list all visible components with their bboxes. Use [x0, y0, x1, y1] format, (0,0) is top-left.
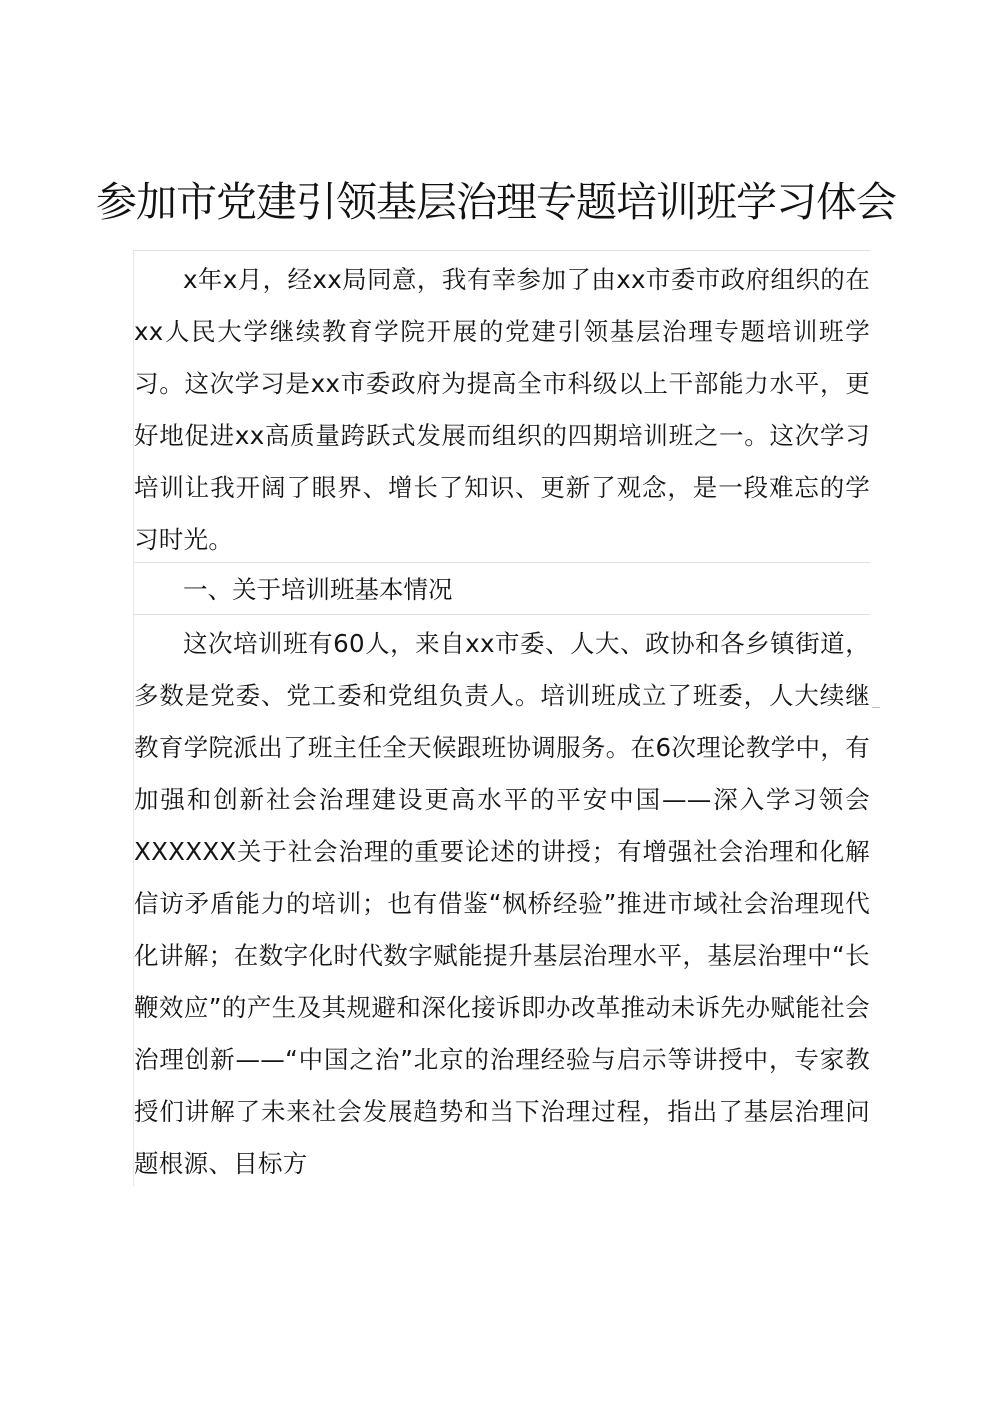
section-heading: 一、关于培训班基本情况	[183, 575, 453, 604]
margin-mark	[872, 707, 880, 708]
intro-paragraph: x年x月，经xx局同意，我有幸参加了由xx市委市政府组织的在xx人民大学继续教育学院开展的党建引领基层治理专题培训班学习。这次学习是xx市委政府为提高全市科级以上干部能力水平，更好地促进xx高质量跨跃式发展而组织的四期培训班之一。这次学习培训让我开阔了眼界、增长了知识、更新了观念，是一段难忘的学习时光。	[134, 265, 870, 554]
divider-after-heading	[134, 614, 870, 615]
divider-top	[134, 250, 870, 251]
section-paragraph: 这次培训班有60人，来自xx市委、人大、政协和各乡镇街道，多数是党委、党工委和党组负责人。培训班成立了班委，人大续继教育学院派出了班主任全天候跟班协调服务。在6次理论教学中，有加强和创新社会治理建设更高水平的平安中国——深入学习领会XXXXXX关于社会治理的重要论述的讲授；有增强社会治理和化解信访矛盾能力的培训；也有借鉴“枫桥经验”推进市域社会治理现代化讲解；在数字化时代数字赋能提升基层治理水平，基层治理中“长鞭效应”的产生及其规避和深化接诉即办改革推动未诉先办赋能社会治理创新——“中国之治”北京的治理经验与启示等讲授中，专家教授们讲解了未来社会发展趋势和当下治理过程，指出了基层治理问题根源、目标方	[134, 629, 870, 1178]
divider-before-heading	[134, 562, 870, 563]
document-body	[133, 250, 870, 1186]
page-title: 参加市党建引领基层治理专题培训班学习体会	[96, 178, 896, 226]
